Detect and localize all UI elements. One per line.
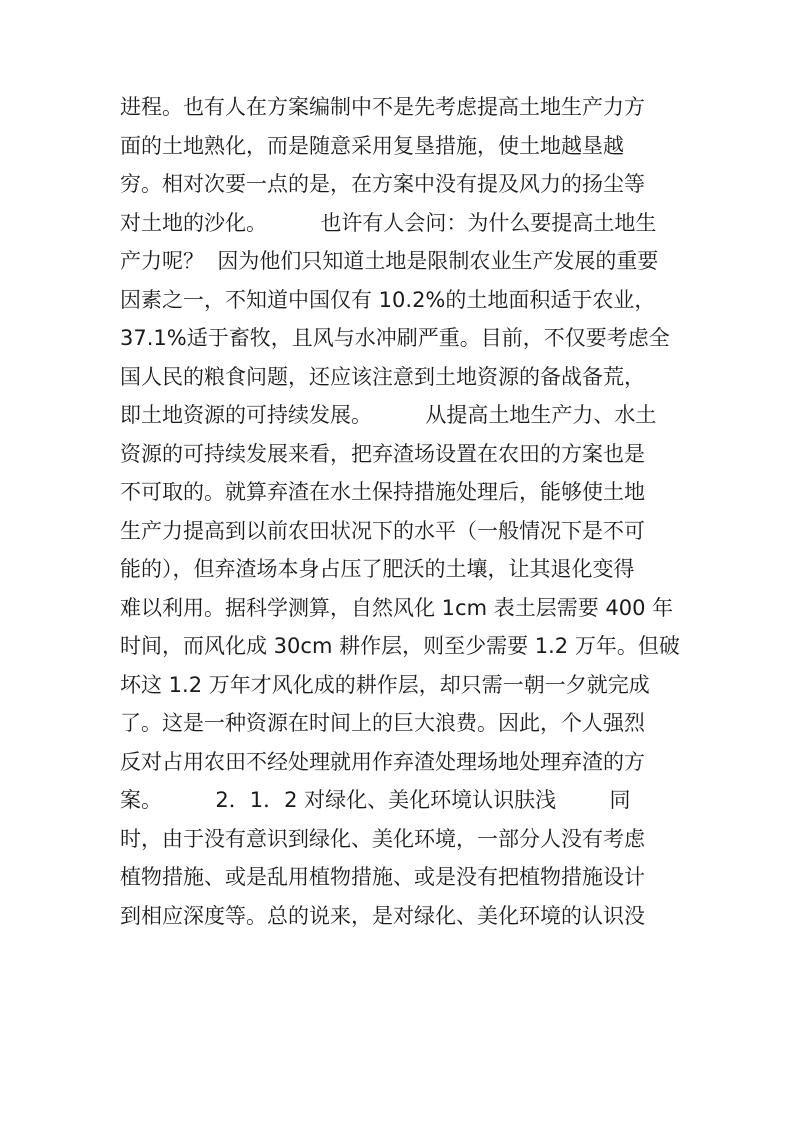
text-line: 因素之一，不知道中国仅有 10.2%的土地面积适于农业， (120, 287, 656, 312)
text-line: 能的），但弃渣场本身占压了肥沃的土壤，让其退化变得 (120, 557, 635, 581)
text-line: 面的土地熟化，而是随意采用复垦措施，使土地越垦越 (120, 133, 624, 158)
text-line: 时间，而风化成 30cm 耕作层，则至少需要 1.2 万年。但破 (120, 634, 680, 658)
text-line: 37.1%适于畜牧，且风与水冲刷严重。目前，不仅要考虑全 (120, 326, 670, 350)
text-line: 不可取的。就算弃渣在水土保持措施处理后，能够使土地 (120, 480, 645, 504)
text-line: 生产力提高到以前农田状况下的水平（一般情况下是不可 (120, 518, 645, 543)
text-line: 坏这 1.2 万年才风化成的耕作层，却只需一朝一夕就完成 (120, 672, 650, 697)
body-text (120, 88, 680, 935)
text-line: 国人民的粮食问题，还应该注意到土地资源的备战备荒， (120, 364, 645, 389)
text-line: 产力呢？ 因为他们只知道土地是限制农业生产发展的重要 (120, 249, 659, 273)
text-line: 难以利用。据科学测算，自然风化 1cm 表土层需要 400 年 (120, 595, 674, 620)
text-line: 案。 2．1．2 对绿化、美化环境认识肤浅 同 (120, 788, 631, 812)
text-line: 反对占用农田不经处理就用作弃渣处理场地处理弃渣的方 (120, 749, 645, 774)
text-line: 进程。也有人在方案编制中不是先考虑提高土地生产力方 (120, 95, 645, 119)
text-line: 植物措施、或是乱用植物措施、或是没有把植物措施设计 (120, 865, 645, 889)
text-line: 资源的可持续发展来看，把弃渣场设置在农田的方案也是 (120, 441, 645, 466)
text-line: 对土地的沙化。 也许有人会问：为什么要提高土地生 (120, 210, 657, 235)
text-line: 穷。相对次要一点的是，在方案中没有提及风力的扬尘等 (120, 172, 645, 196)
text-line: 即土地资源的可持续发展。 从提高土地生产力、水土 (120, 403, 657, 427)
text-line: 时，由于没有意识到绿化、美化环境，一部分人没有考虑 (120, 826, 645, 851)
text-line: 了。这是一种资源在时间上的巨大浪费。因此，个人强烈 (120, 711, 645, 735)
text-line: 到相应深度等。总的说来，是对绿化、美化环境的认识没 (120, 903, 645, 928)
